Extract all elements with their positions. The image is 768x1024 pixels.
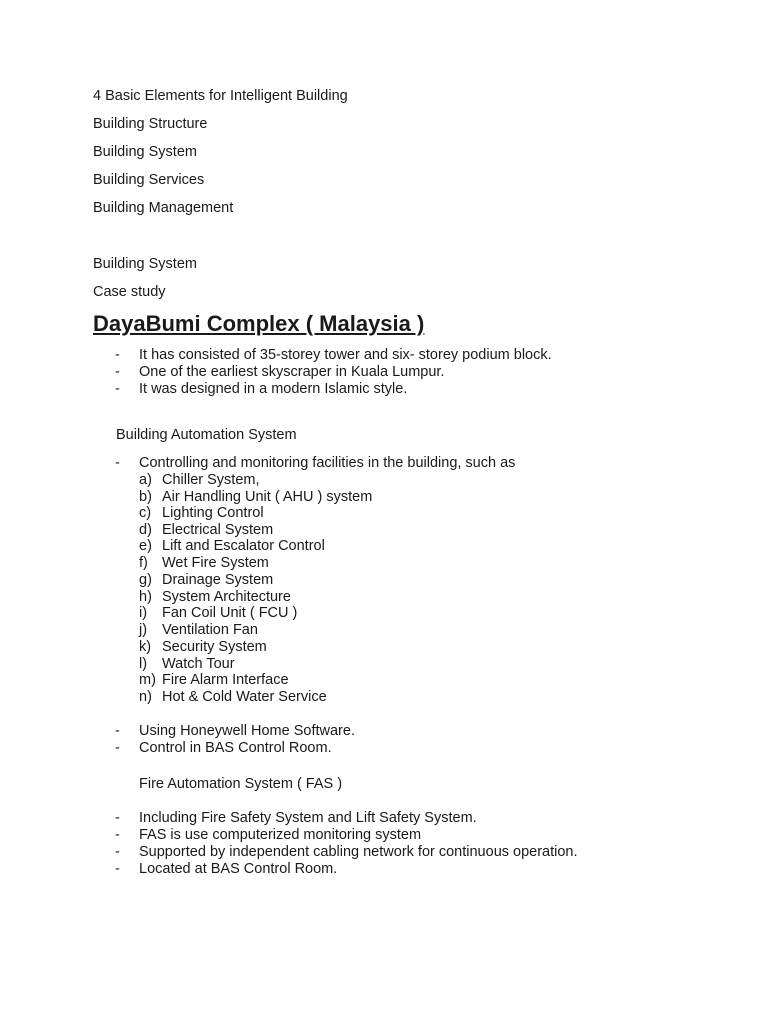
list-text: Electrical System	[162, 521, 274, 538]
list-letter: c)	[139, 505, 152, 521]
element-item: Building Management	[93, 200, 234, 216]
list-letter: k)	[139, 639, 152, 655]
list-item	[0, 472, 768, 489]
list-item	[0, 605, 768, 622]
bas-note	[0, 740, 768, 757]
list-letter: f)	[139, 555, 148, 571]
list-item	[0, 622, 768, 639]
fact-text: It has consisted of 35-storey tower and six- storey podium block.	[139, 347, 552, 363]
list-text: Fire Alarm Interface	[162, 672, 289, 688]
bas-note-text: Control in BAS Control Room.	[139, 740, 332, 756]
list-letter: j)	[139, 622, 148, 638]
dash-bullet: -	[115, 364, 120, 380]
dash-bullet: -	[115, 861, 120, 877]
bas-lead	[0, 455, 768, 472]
list-text: Chiller System,	[162, 472, 260, 488]
fas-point	[0, 844, 768, 861]
list-letter: e)	[139, 538, 152, 554]
list-text: Fan Coil Unit ( FCU )	[162, 605, 298, 621]
case-study-title: DayaBumi Complex ( Malaysia )	[93, 311, 425, 336]
list-letter: b)	[139, 488, 152, 505]
bas-lead-text: Controlling and monitoring facilities in the building, such as	[139, 455, 516, 471]
dash-bullet: -	[115, 810, 120, 826]
fas-point-text: FAS is use computerized monitoring system	[139, 827, 422, 843]
fas-point-text: Including Fire Safety System and Lift Safety System.	[139, 810, 477, 826]
list-text: Ventilation Fan	[162, 622, 258, 638]
list-item	[0, 689, 768, 706]
list-item	[0, 522, 768, 539]
list-text: System Architecture	[162, 588, 291, 605]
dash-bullet: -	[115, 347, 120, 363]
bas-note	[0, 723, 768, 740]
list-item	[0, 672, 768, 689]
intro-heading: 4 Basic Elements for Intelligent Building	[93, 88, 348, 104]
list-item	[0, 589, 768, 606]
list-text: Watch Tour	[162, 655, 235, 672]
fas-point	[0, 861, 768, 878]
dash-bullet: -	[115, 827, 120, 843]
list-item	[0, 538, 768, 555]
fact-text: One of the earliest skyscraper in Kuala Lumpur.	[139, 364, 445, 380]
dash-bullet: -	[115, 740, 120, 756]
fas-point	[0, 827, 768, 844]
list-letter: n)	[139, 689, 152, 705]
list-letter: a)	[139, 472, 152, 488]
fas-heading: Fire Automation System ( FAS )	[139, 776, 343, 792]
dash-bullet: -	[115, 723, 120, 739]
list-text: Security System	[162, 639, 267, 655]
list-item	[0, 555, 768, 572]
fact-item	[0, 381, 768, 398]
fas-point-text: Supported by independent cabling network for continuous operation.	[139, 844, 578, 860]
list-item	[0, 505, 768, 522]
list-text: Lift and Escalator Control	[162, 538, 325, 554]
list-letter: h)	[139, 588, 152, 605]
dash-bullet: -	[115, 844, 120, 860]
section-name: Building System	[93, 256, 197, 272]
list-letter: g)	[139, 572, 152, 588]
list-text: Drainage System	[162, 572, 274, 588]
list-item	[0, 572, 768, 589]
fact-text: It was designed in a modern Islamic style.	[139, 381, 408, 397]
list-letter: i)	[139, 605, 148, 621]
element-item: Building Services	[93, 172, 205, 188]
list-letter: d)	[139, 521, 152, 538]
fas-point-text: Located at BAS Control Room.	[139, 861, 338, 877]
dash-bullet: -	[115, 381, 120, 397]
list-item	[0, 656, 768, 673]
list-letter: m)	[139, 672, 156, 688]
list-text: Hot & Cold Water Service	[162, 689, 327, 705]
list-item	[0, 639, 768, 656]
fact-item	[0, 347, 768, 364]
fact-item	[0, 364, 768, 381]
element-item: Building Structure	[93, 116, 208, 132]
list-text: Air Handling Unit ( AHU ) system	[162, 488, 373, 505]
bas-heading: Building Automation System	[116, 427, 297, 443]
list-text: Lighting Control	[162, 505, 264, 521]
fas-point	[0, 810, 768, 827]
dash-bullet: -	[115, 455, 120, 471]
element-item: Building System	[93, 144, 197, 160]
list-item	[0, 489, 768, 506]
list-letter: l)	[139, 655, 148, 672]
bas-note-text: Using Honeywell Home Software.	[139, 723, 355, 739]
case-study-label: Case study	[93, 284, 166, 300]
list-text: Wet Fire System	[162, 555, 269, 571]
